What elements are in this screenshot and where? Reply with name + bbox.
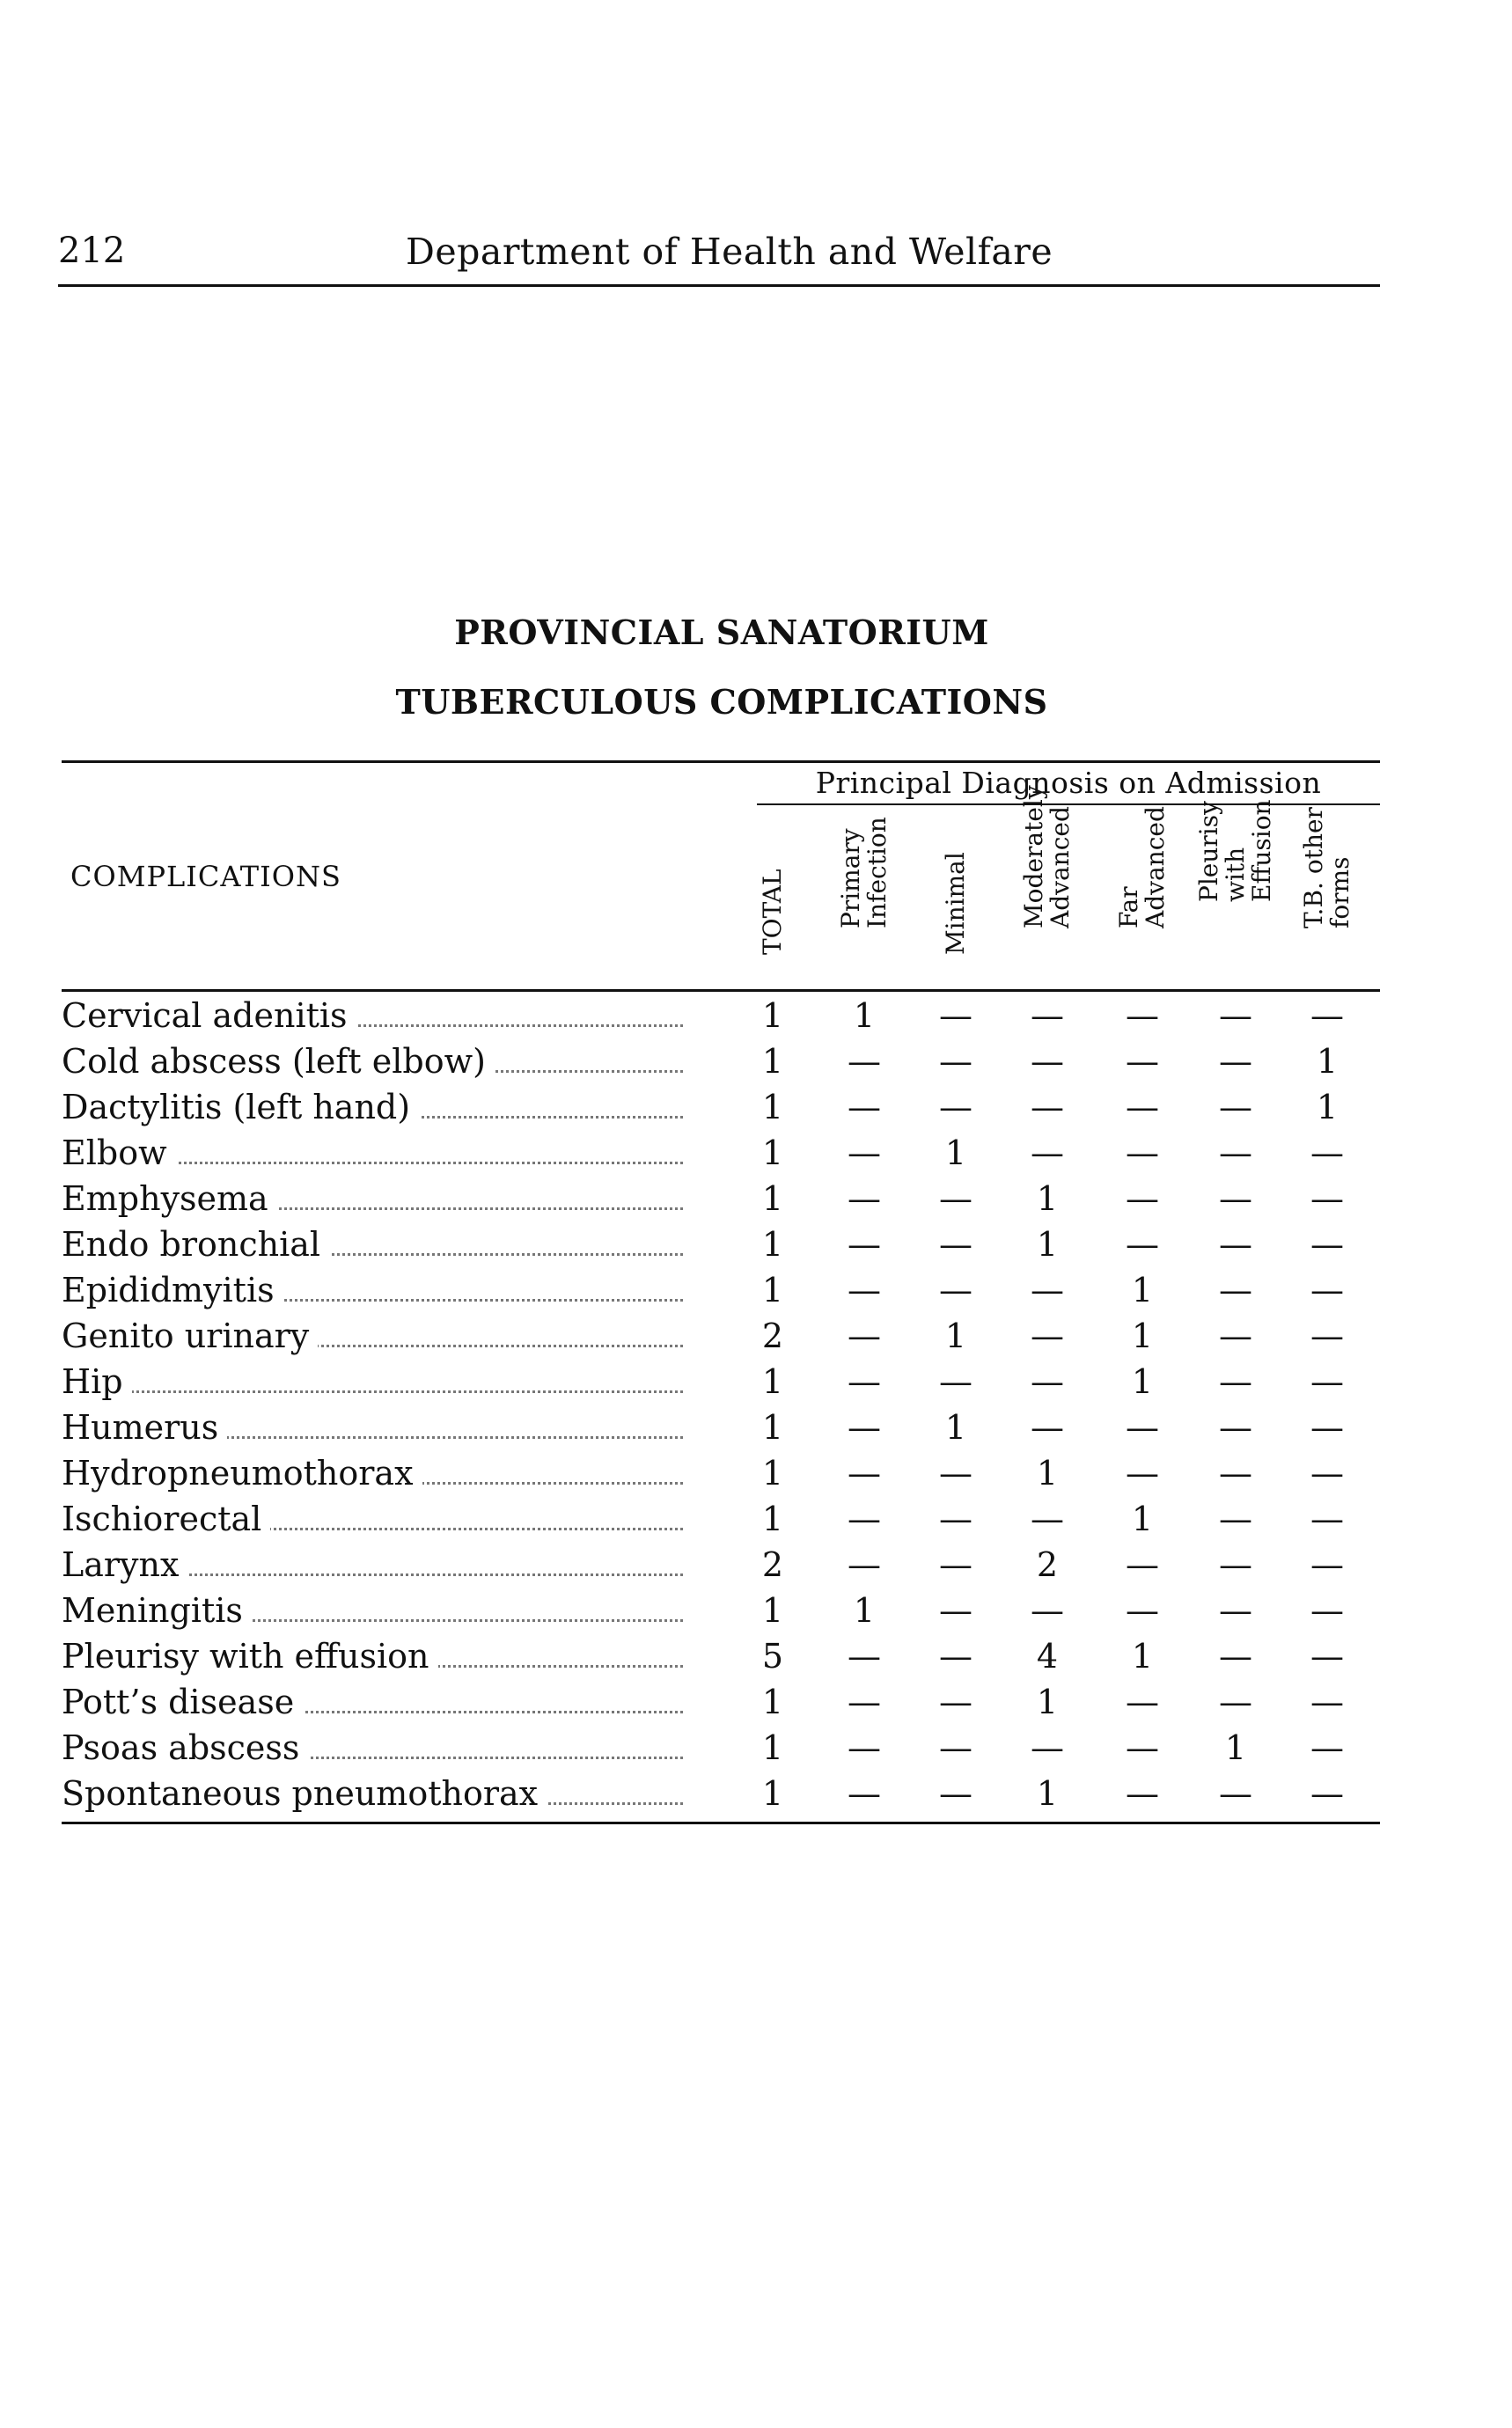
running-head <box>58 231 1378 283</box>
row-label: Psoas abscess <box>62 1728 688 1767</box>
cell-total: 5 <box>761 1637 784 1676</box>
cell-pleurisy-with-effusion: — <box>1219 1317 1252 1355</box>
row-label: Pott’s disease <box>62 1683 688 1721</box>
table-row <box>62 1176 1380 1221</box>
column-header-minimal: Minimal <box>941 852 970 955</box>
row-label: Humerus <box>62 1408 688 1447</box>
table-row <box>62 1725 1380 1771</box>
cell-primary-infection: — <box>848 1225 881 1264</box>
cell-minimal: — <box>939 1637 973 1676</box>
cell-minimal: — <box>939 1088 973 1126</box>
cell-tb-other-forms: 1 <box>1316 1042 1339 1081</box>
cell-pleurisy-with-effusion: — <box>1219 996 1252 1035</box>
cell-total: 1 <box>761 1225 784 1264</box>
cell-total: 1 <box>761 1088 784 1126</box>
cell-total: 1 <box>761 1408 784 1447</box>
cell-pleurisy-with-effusion: — <box>1219 1362 1252 1401</box>
cell-moderately-advanced: — <box>1031 1728 1064 1767</box>
cell-tb-other-forms: — <box>1310 1637 1344 1676</box>
cell-far-advanced: — <box>1126 1133 1159 1172</box>
cell-tb-other-forms: — <box>1310 1454 1344 1493</box>
cell-tb-other-forms: — <box>1310 1545 1344 1584</box>
table-title-line2: TUBERCULOUS COMPLICATIONS <box>395 682 1048 722</box>
cell-minimal: — <box>939 1225 973 1264</box>
row-label: Emphysema <box>62 1179 688 1218</box>
cell-primary-infection: 1 <box>853 996 876 1035</box>
cell-minimal: — <box>939 1545 973 1584</box>
cell-pleurisy-with-effusion: — <box>1219 1133 1252 1172</box>
cell-pleurisy-with-effusion: — <box>1219 1591 1252 1630</box>
table-row <box>62 1450 1380 1496</box>
cell-far-advanced: — <box>1126 1179 1159 1218</box>
cell-pleurisy-with-effusion: — <box>1219 1271 1252 1309</box>
cell-minimal: — <box>939 1271 973 1309</box>
cell-primary-infection: — <box>848 1774 881 1813</box>
row-label: Hip <box>62 1362 688 1401</box>
table-row <box>62 1679 1380 1725</box>
cell-primary-infection: — <box>848 1728 881 1767</box>
cell-primary-infection: — <box>848 1545 881 1584</box>
table-row <box>62 1084 1380 1130</box>
cell-tb-other-forms: — <box>1310 1683 1344 1721</box>
table-row <box>62 1542 1380 1588</box>
row-label: Epididmyitis <box>62 1271 688 1309</box>
cell-pleurisy-with-effusion: — <box>1219 1088 1252 1126</box>
cell-total: 2 <box>761 1317 784 1355</box>
cell-primary-infection: — <box>848 1454 881 1493</box>
cell-total: 1 <box>761 996 784 1035</box>
cell-far-advanced: — <box>1126 1728 1159 1767</box>
row-label: Elbow <box>62 1133 688 1172</box>
cell-moderately-advanced: — <box>1031 1408 1064 1447</box>
table-row <box>62 1588 1380 1633</box>
cell-total: 1 <box>761 1133 784 1172</box>
cell-moderately-advanced: — <box>1031 1042 1064 1081</box>
cell-pleurisy-with-effusion: — <box>1219 1042 1252 1081</box>
row-label: Ischiorectal <box>62 1500 688 1538</box>
row-label: Dactylitis (left hand) <box>62 1088 688 1126</box>
table-row <box>62 1313 1380 1359</box>
cell-primary-infection: — <box>848 1133 881 1172</box>
cell-far-advanced: 1 <box>1131 1637 1154 1676</box>
cell-tb-other-forms: — <box>1310 996 1344 1035</box>
cell-minimal: — <box>939 1362 973 1401</box>
cell-minimal: 1 <box>944 1408 967 1447</box>
group-header: Principal Diagnosis on Admission <box>815 766 1322 800</box>
cell-primary-infection: — <box>848 1637 881 1676</box>
cell-far-advanced: 1 <box>1131 1317 1154 1355</box>
cell-pleurisy-with-effusion: — <box>1219 1637 1252 1676</box>
cell-far-advanced: — <box>1126 1591 1159 1630</box>
cell-pleurisy-with-effusion: — <box>1219 1454 1252 1493</box>
cell-pleurisy-with-effusion: — <box>1219 1408 1252 1447</box>
cell-tb-other-forms: — <box>1310 1774 1344 1813</box>
cell-moderately-advanced: 1 <box>1036 1454 1059 1493</box>
cell-tb-other-forms: — <box>1310 1362 1344 1401</box>
cell-total: 1 <box>761 1774 784 1813</box>
running-title: Department of Health and Welfare <box>406 231 1053 273</box>
cell-primary-infection: — <box>848 1362 881 1401</box>
cell-moderately-advanced: 1 <box>1036 1179 1059 1218</box>
cell-tb-other-forms: — <box>1310 1271 1344 1309</box>
cell-primary-infection: — <box>848 1408 881 1447</box>
cell-pleurisy-with-effusion: — <box>1219 1500 1252 1538</box>
cell-far-advanced: — <box>1126 1683 1159 1721</box>
cell-pleurisy-with-effusion: — <box>1219 1225 1252 1264</box>
cell-moderately-advanced: — <box>1031 1088 1064 1126</box>
cell-primary-infection: — <box>848 1179 881 1218</box>
table-row <box>62 1633 1380 1679</box>
cell-total: 1 <box>761 1271 784 1309</box>
table-row <box>62 1038 1380 1084</box>
cell-total: 1 <box>761 1728 784 1767</box>
cell-pleurisy-with-effusion: 1 <box>1224 1728 1247 1767</box>
cell-minimal: — <box>939 1591 973 1630</box>
cell-moderately-advanced: — <box>1031 1362 1064 1401</box>
cell-minimal: — <box>939 1500 973 1538</box>
cell-moderately-advanced: 4 <box>1036 1637 1059 1676</box>
row-label: Cervical adenitis <box>62 996 688 1035</box>
column-header-primary-infection: Primary Infection <box>836 817 892 928</box>
cell-tb-other-forms: — <box>1310 1179 1344 1218</box>
cell-total: 1 <box>761 1042 784 1081</box>
cell-total: 1 <box>761 1362 784 1401</box>
cell-primary-infection: — <box>848 1088 881 1126</box>
table-row <box>62 1267 1380 1313</box>
cell-primary-infection: — <box>848 1500 881 1538</box>
cell-primary-infection: 1 <box>853 1591 876 1630</box>
row-label: Spontaneous pneumothorax <box>62 1774 688 1813</box>
cell-tb-other-forms: — <box>1310 1408 1344 1447</box>
cell-pleurisy-with-effusion: — <box>1219 1179 1252 1218</box>
cell-far-advanced: 1 <box>1131 1271 1154 1309</box>
cell-moderately-advanced: — <box>1031 1133 1064 1172</box>
cell-tb-other-forms: — <box>1310 1317 1344 1355</box>
cell-minimal: — <box>939 1042 973 1081</box>
row-label: Meningitis <box>62 1591 688 1630</box>
column-header-moderately-advanced: Moderately Advanced <box>1019 785 1075 928</box>
table-row <box>62 993 1380 1038</box>
row-label: Genito urinary <box>62 1317 688 1355</box>
cell-moderately-advanced: 1 <box>1036 1774 1059 1813</box>
table-top-rule <box>62 760 1380 763</box>
table-body <box>62 993 1380 1816</box>
header-bottom-rule <box>62 989 1380 992</box>
cell-tb-other-forms: — <box>1310 1591 1344 1630</box>
cell-pleurisy-with-effusion: — <box>1219 1545 1252 1584</box>
cell-primary-infection: — <box>848 1271 881 1309</box>
cell-total: 1 <box>761 1591 784 1630</box>
cell-moderately-advanced: — <box>1031 1591 1064 1630</box>
cell-primary-infection: — <box>848 1683 881 1721</box>
cell-far-advanced: — <box>1126 996 1159 1035</box>
table-row <box>62 1405 1380 1450</box>
row-label: Pleurisy with effusion <box>62 1637 688 1676</box>
cell-tb-other-forms: — <box>1310 1728 1344 1767</box>
row-label: Endo bronchial <box>62 1225 688 1264</box>
cell-minimal: — <box>939 1728 973 1767</box>
table-row <box>62 1771 1380 1816</box>
cell-minimal: 1 <box>944 1317 967 1355</box>
cell-total: 1 <box>761 1179 784 1218</box>
cell-far-advanced: — <box>1126 1774 1159 1813</box>
cell-total: 2 <box>761 1545 784 1584</box>
cell-minimal: 1 <box>944 1133 967 1172</box>
column-header-tb-other-forms: T.B. other forms <box>1299 807 1354 928</box>
cell-far-advanced: — <box>1126 1225 1159 1264</box>
table-bottom-rule <box>62 1822 1380 1824</box>
cell-minimal: — <box>939 996 973 1035</box>
cell-moderately-advanced: — <box>1031 1271 1064 1309</box>
column-header-far-advanced: Far Advanced <box>1114 806 1170 928</box>
cell-minimal: — <box>939 1683 973 1721</box>
cell-minimal: — <box>939 1454 973 1493</box>
cell-total: 1 <box>761 1683 784 1721</box>
cell-tb-other-forms: 1 <box>1316 1088 1339 1126</box>
cell-primary-infection: — <box>848 1317 881 1355</box>
cell-moderately-advanced: 1 <box>1036 1683 1059 1721</box>
cell-far-advanced: — <box>1126 1545 1159 1584</box>
cell-far-advanced: — <box>1126 1042 1159 1081</box>
row-label: Cold abscess (left elbow) <box>62 1042 688 1081</box>
table-row <box>62 1130 1380 1176</box>
stub-header: COMPLICATIONS <box>70 860 341 893</box>
cell-primary-infection: — <box>848 1042 881 1081</box>
row-label: Hydropneumothorax <box>62 1454 688 1493</box>
column-header-pleurisy-with-effusion: Pleurisy with Effusion <box>1194 799 1276 902</box>
table-title-line1: PROVINCIAL SANATORIUM <box>454 613 989 652</box>
cell-tb-other-forms: — <box>1310 1133 1344 1172</box>
cell-moderately-advanced: 2 <box>1036 1545 1059 1584</box>
cell-far-advanced: — <box>1126 1088 1159 1126</box>
cell-tb-other-forms: — <box>1310 1500 1344 1538</box>
cell-far-advanced: — <box>1126 1454 1159 1493</box>
table-row <box>62 1359 1380 1405</box>
cell-minimal: — <box>939 1179 973 1218</box>
cell-minimal: — <box>939 1774 973 1813</box>
cell-pleurisy-with-effusion: — <box>1219 1683 1252 1721</box>
column-header-total: TOTAL <box>758 869 787 955</box>
cell-far-advanced: — <box>1126 1408 1159 1447</box>
row-label: Larynx <box>62 1545 688 1584</box>
cell-moderately-advanced: 1 <box>1036 1225 1059 1264</box>
cell-far-advanced: 1 <box>1131 1362 1154 1401</box>
cell-total: 1 <box>761 1454 784 1493</box>
page-number: 212 <box>58 231 126 271</box>
table-row <box>62 1496 1380 1542</box>
cell-pleurisy-with-effusion: — <box>1219 1774 1252 1813</box>
cell-tb-other-forms: — <box>1310 1225 1344 1264</box>
cell-total: 1 <box>761 1500 784 1538</box>
header-rule <box>58 284 1380 287</box>
cell-far-advanced: 1 <box>1131 1500 1154 1538</box>
cell-moderately-advanced: — <box>1031 1500 1064 1538</box>
cell-moderately-advanced: — <box>1031 1317 1064 1355</box>
cell-moderately-advanced: — <box>1031 996 1064 1035</box>
table-row <box>62 1221 1380 1267</box>
